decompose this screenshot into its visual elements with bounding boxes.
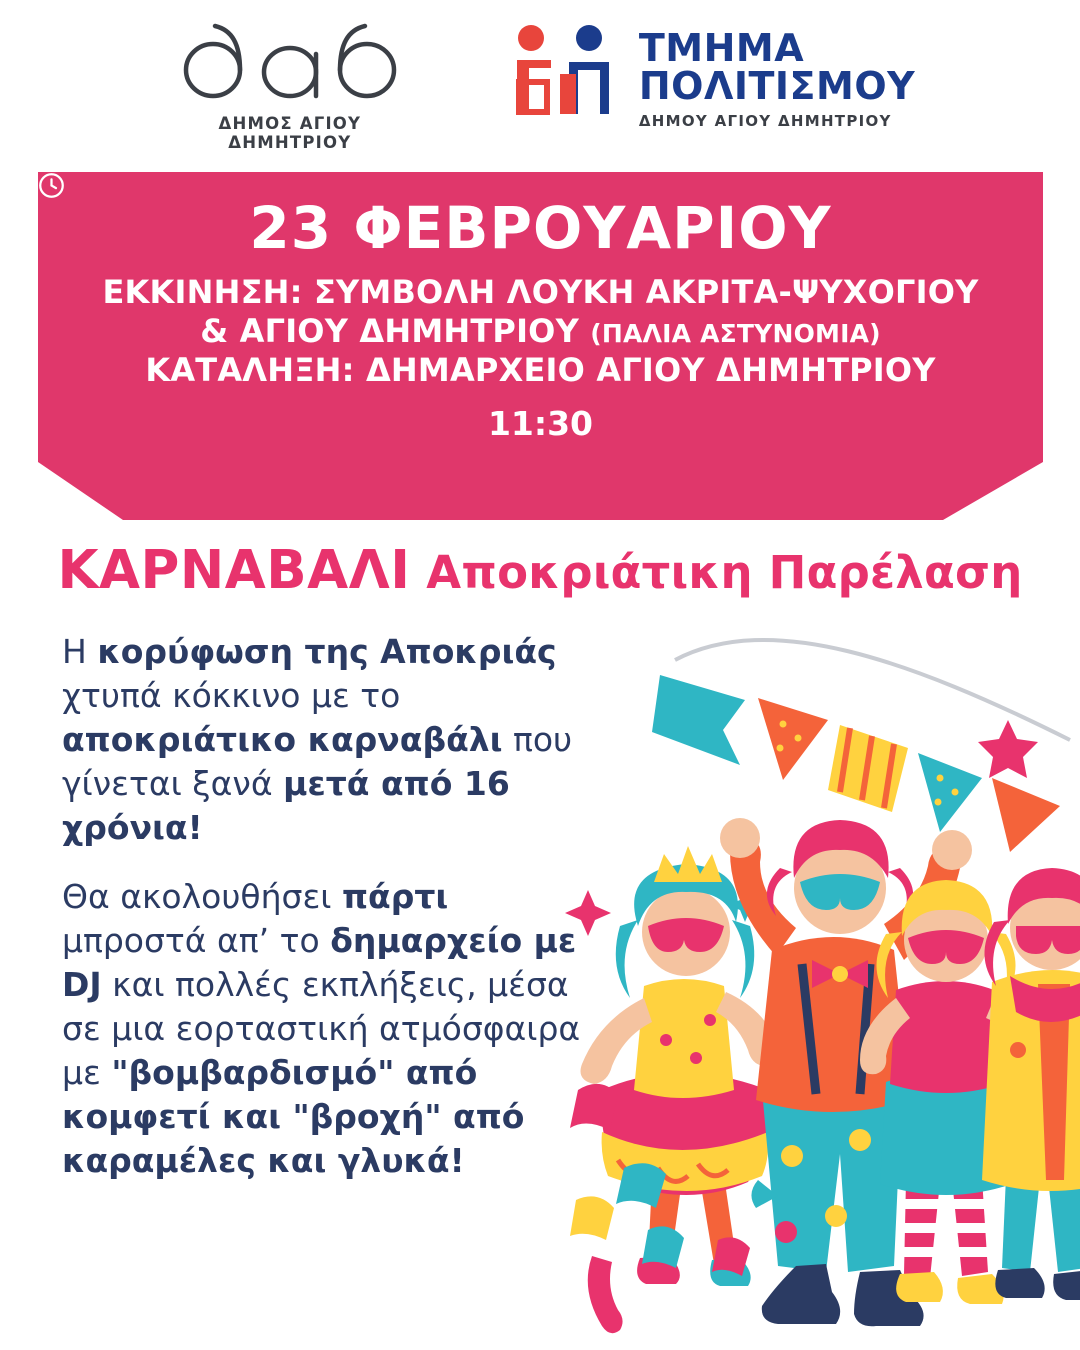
event-start-line-2 bbox=[200, 312, 881, 351]
event-time bbox=[488, 404, 593, 443]
description-text bbox=[62, 630, 582, 1209]
dad-monogram-logo-icon bbox=[175, 22, 405, 108]
emphasis-text: μετά από 16 χρόνια! bbox=[62, 763, 510, 847]
logo-right-line3: ΔΗΜΟΥ ΑΓΙΟΥ ΔΗΜΗΤΡΙΟΥ bbox=[638, 112, 892, 131]
page-title-rest: Αποκριάτικη Παρέλαση bbox=[410, 546, 1023, 599]
plain-text: που γίνεται ξανά bbox=[62, 719, 573, 803]
logo-left-caption: ΔΗΜΟΣ ΑΓΙΟΥ ΔΗΜΗΤΡΙΟΥ bbox=[218, 114, 362, 152]
page-title bbox=[0, 540, 1080, 601]
emphasis-text: πάρτι bbox=[341, 877, 449, 917]
event-end-line: ΚΑΤΑΛΗΞΗ: ΔΗΜΑΡΧΕΙΟ ΑΓΙΟΥ ΔΗΜΗΤΡΙΟΥ bbox=[145, 350, 936, 389]
logo-right-line1: ΤΜΗΜΑ bbox=[638, 26, 805, 70]
emphasis-text: "βομβαρδισμό" από κομφετί και "βροχή" από καραμέλες και γλυκά! bbox=[62, 1052, 525, 1180]
logo-tmima-politismou bbox=[505, 22, 915, 130]
paragraph-2 bbox=[62, 875, 582, 1182]
event-date: 23 ΦΕΒΡΟΥΑΡΙΟΥ bbox=[249, 194, 832, 262]
event-banner bbox=[38, 172, 1043, 520]
carnival-illustration-svg bbox=[540, 620, 1080, 1350]
header-logos bbox=[0, 22, 1080, 162]
event-time-text: 11:30 bbox=[487, 403, 594, 443]
paragraph-1 bbox=[62, 630, 582, 849]
page-title-highlight: ΚΑΡΝΑΒΑΛΙ bbox=[57, 540, 411, 601]
plain-text: Η bbox=[62, 632, 98, 671]
event-start-line: ΕΚΚΙΝΗΣΗ: ΣΥΜΒΟΛΗ ΛΟΥΚΗ ΑΚΡΙΤΑ-ΨΥΧΟΓΙΟΥ bbox=[102, 272, 979, 311]
plain-text: και πολλές εκπλήξεις, μέσα σε μια εορταστική ατμόσφαιρα με bbox=[62, 965, 581, 1092]
clock-icon bbox=[38, 172, 65, 199]
plain-text: Θα ακολουθήσει bbox=[62, 877, 342, 917]
emphasis-text: κορύφωση της Αποκριάς bbox=[97, 632, 557, 671]
carnival-revellers-illustration bbox=[540, 620, 1080, 1350]
plain-text: χτυπά κόκκινο με το bbox=[62, 675, 401, 715]
emphasis-text: αποκριάτικο καρναβάλι bbox=[62, 719, 503, 759]
event-start-line-2-note: (ΠΑΛΙΑ ΑΣΤΥΝΟΜΙΑ) bbox=[590, 318, 881, 348]
culture-department-pictogram-icon bbox=[505, 22, 625, 127]
logo-dimos-agiou-dimitriou bbox=[165, 22, 415, 152]
event-start-line-2-main: & ΑΓΙΟΥ ΔΗΜΗΤΡΙΟΥ bbox=[200, 311, 591, 350]
plain-text: μπροστά απ’ το bbox=[62, 921, 331, 961]
emphasis-text: δημαρχείο με DJ bbox=[62, 921, 577, 1005]
logo-right-words bbox=[639, 22, 915, 130]
logo-right-line2: ΠΟΛΙΤΙΣΜΟΥ bbox=[638, 64, 916, 109]
